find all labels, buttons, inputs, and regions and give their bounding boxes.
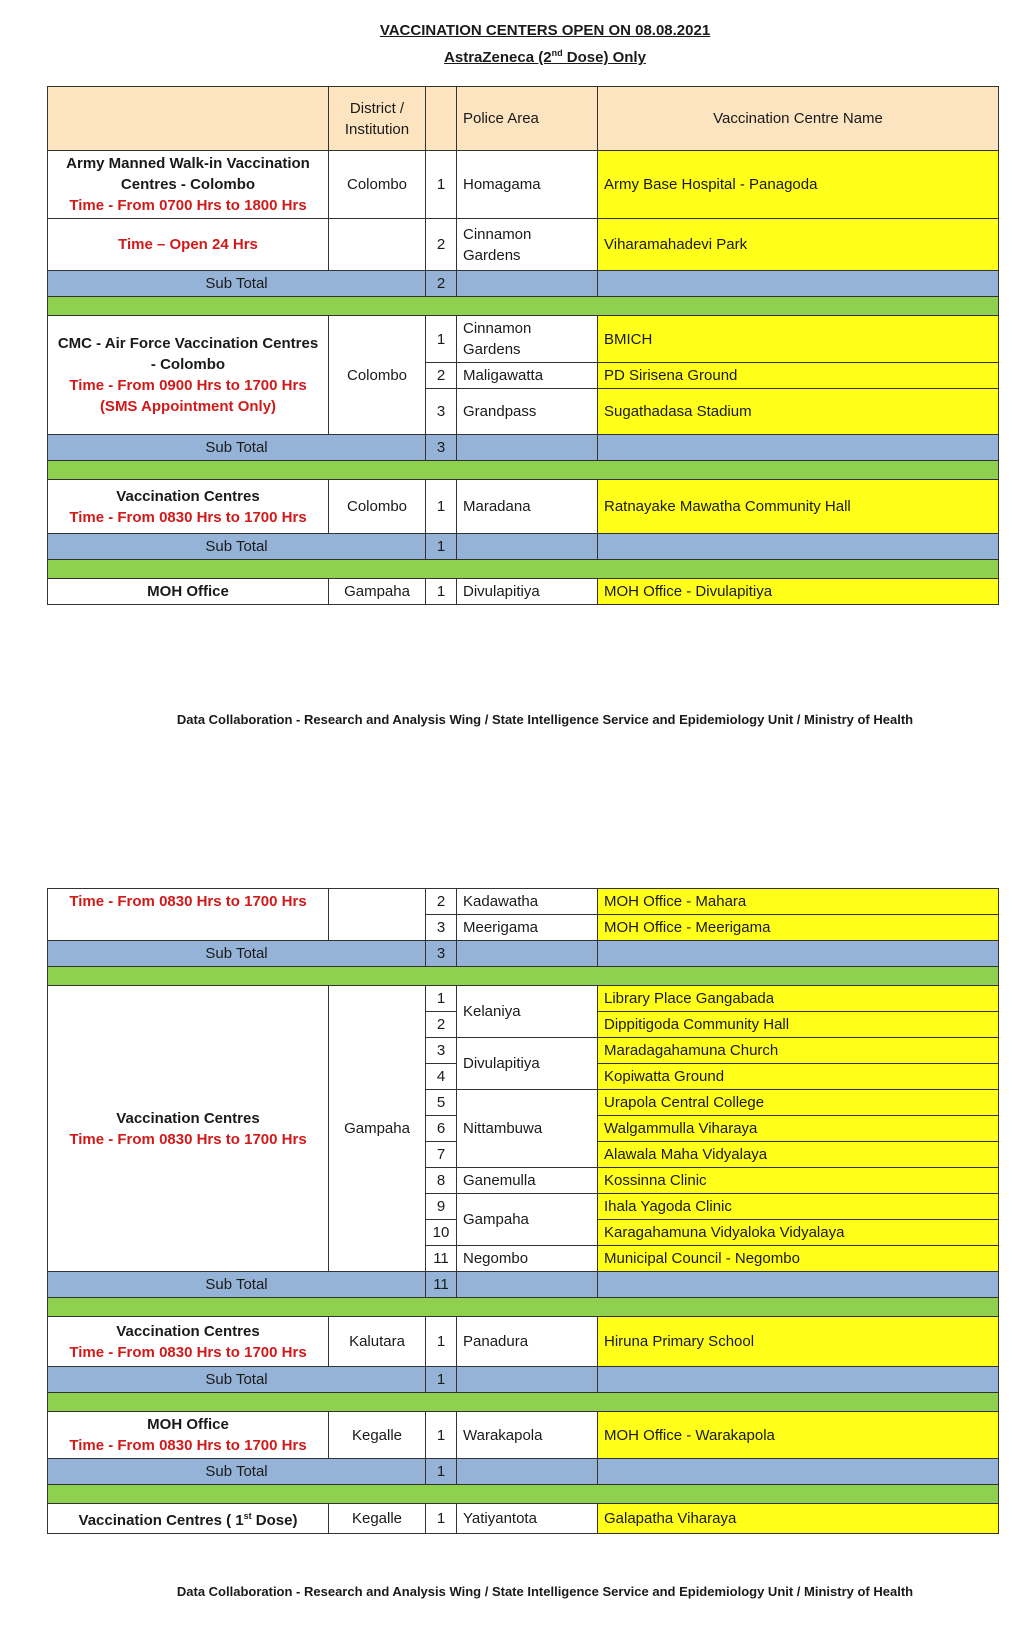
- table-row: 10 Karagahamuna Vidyaloka Vidyalaya: [48, 1220, 999, 1246]
- institution-cell: Vaccination Centres Time - From 0830 Hrs to 1700 Hrs: [48, 986, 329, 1272]
- centre-name: Dippitigoda Community Hall: [598, 1012, 999, 1038]
- subtotal-row: Sub Total 3: [48, 941, 999, 967]
- centre-name: Viharamahadevi Park: [598, 219, 999, 271]
- table-row: Vaccination Centres Time - From 0830 Hrs to 1700 Hrs Gampaha 1 Kelaniya Library Place Gangabada: [48, 986, 999, 1012]
- centre-name: PD Sirisena Ground: [598, 363, 999, 389]
- table-row: MOH Office Gampaha 1 Divulapitiya MOH Office - Divulapitiya: [48, 579, 999, 605]
- header-centre-name: Vaccination Centre Name: [598, 87, 999, 151]
- table-row: Vaccination Centres Time - From 0830 Hrs to 1700 Hrs Kalutara 1 Panadura Hiruna Primary School: [48, 1317, 999, 1367]
- table-row: Vaccination Centres Time - From 0830 Hrs to 1700 Hrs Colombo 1 Maradana Ratnayake Mawatha Community Hall: [48, 480, 999, 534]
- institution-cell: Vaccination Centres Time - From 0830 Hrs to 1700 Hrs: [48, 1317, 329, 1367]
- table-row: MOH Office Time - From 0830 Hrs to 1700 Hrs Kegalle 1 Warakapola MOH Office - Warakapola: [48, 1412, 999, 1459]
- table-row: Time – Open 24 Hrs 2 Cinnamon Gardens Viharamahadevi Park: [48, 219, 999, 271]
- spacer-row: [48, 1485, 999, 1504]
- centre-name: Ihala Yagoda Clinic: [598, 1194, 999, 1220]
- table-row: Army Manned Walk-in Vaccination Centres - Colombo Time - From 0700 Hrs to 1800 Hrs Colombo 1 Homagama Army Base Hospital - Panagoda: [48, 151, 999, 219]
- centre-name: BMICH: [598, 316, 999, 363]
- footer-credit: Data Collaboration - Research and Analysis Wing / State Intelligence Service and Epidemiology Unit / Ministry of Health: [176, 712, 914, 727]
- centre-name: Galapatha Viharaya: [598, 1504, 999, 1534]
- centre-name: Municipal Council - Negombo: [598, 1246, 999, 1272]
- institution-cell: Vaccination Centres ( 1st Dose): [48, 1504, 329, 1534]
- table-row: 7 Alawala Maha Vidyalaya: [48, 1142, 999, 1168]
- institution-cell: MOH Office Time - From 0830 Hrs to 1700 Hrs: [48, 1412, 329, 1459]
- centre-name: Army Base Hospital - Panagoda: [598, 151, 999, 219]
- centre-name: Kopiwatta Ground: [598, 1064, 999, 1090]
- centre-name: Urapola Central College: [598, 1090, 999, 1116]
- table-row: 5 Nittambuwa Urapola Central College: [48, 1090, 999, 1116]
- spacer-row: [48, 461, 999, 480]
- table-header-row: [48, 87, 999, 151]
- subtotal-row: Sub Total 1: [48, 1367, 999, 1393]
- subtotal-row: Sub Total 11: [48, 1272, 999, 1298]
- subtotal-row: Sub Total 1: [48, 1459, 999, 1485]
- centre-name: MOH Office - Mahara: [598, 889, 999, 915]
- table-row: Time - From 0830 Hrs to 1700 Hrs 2 Kadawatha MOH Office - Mahara: [48, 889, 999, 915]
- table-row: CMC - Air Force Vaccination Centres - Colombo Time - From 0900 Hrs to 1700 Hrs (SMS Appointment Only) Colombo 1 Cinnamon Gardens BMICH: [48, 316, 999, 363]
- centres-table-page-2: [47, 888, 999, 1534]
- institution-cell: CMC - Air Force Vaccination Centres - Colombo Time - From 0900 Hrs to 1700 Hrs (SMS Appointment Only): [48, 316, 329, 435]
- centre-name: Maradagahamuna Church: [598, 1038, 999, 1064]
- title-line-2: AstraZeneca (2nd Dose) Only: [444, 48, 646, 66]
- centre-name: Hiruna Primary School: [598, 1317, 999, 1367]
- table-row: 2 Maligawatta PD Sirisena Ground: [48, 363, 999, 389]
- spacer-row: [48, 297, 999, 316]
- spacer-row: [48, 1298, 999, 1317]
- subtotal-row: Sub Total 2: [48, 271, 999, 297]
- institution-cell: Vaccination Centres Time - From 0830 Hrs to 1700 Hrs: [48, 480, 329, 534]
- table-row: Vaccination Centres ( 1st Dose) Kegalle 1 Yatiyantota Galapatha Viharaya: [48, 1504, 999, 1534]
- footer-credit: Data Collaboration - Research and Analysis Wing / State Intelligence Service and Epidemiology Unit / Ministry of Health: [176, 1584, 914, 1599]
- centre-name: Kossinna Clinic: [598, 1168, 999, 1194]
- centre-name: Alawala Maha Vidyalaya: [598, 1142, 999, 1168]
- centre-name: Karagahamuna Vidyaloka Vidyalaya: [598, 1220, 999, 1246]
- centre-name: MOH Office - Meerigama: [598, 915, 999, 941]
- table-row: 3 Meerigama MOH Office - Meerigama: [48, 915, 999, 941]
- centres-table-page-1: [47, 86, 999, 605]
- centre-name: Walgammulla Viharaya: [598, 1116, 999, 1142]
- table-row: 6 Walgammulla Viharaya: [48, 1116, 999, 1142]
- institution-cell: Army Manned Walk-in Vaccination Centres - Colombo Time - From 0700 Hrs to 1800 Hrs: [48, 151, 329, 219]
- table-row: 2 Dippitigoda Community Hall: [48, 1012, 999, 1038]
- title-line-1: VACCINATION CENTERS OPEN ON 08.08.2021: [379, 22, 711, 39]
- spacer-row: [48, 967, 999, 986]
- header-district: District / Institution: [329, 87, 426, 151]
- subtotal-row: Sub Total 1: [48, 534, 999, 560]
- spacer-row: [48, 560, 999, 579]
- centre-name: Library Place Gangabada: [598, 986, 999, 1012]
- table-row: 11 Negombo Municipal Council - Negombo: [48, 1246, 999, 1272]
- table-row: 4 Kopiwatta Ground: [48, 1064, 999, 1090]
- page-title: [0, 20, 1016, 69]
- subtotal-row: Sub Total 3: [48, 435, 999, 461]
- table-row: 8 Ganemulla Kossinna Clinic: [48, 1168, 999, 1194]
- centre-name: MOH Office - Divulapitiya: [598, 579, 999, 605]
- table-row: 3 Divulapitiya Maradagahamuna Church: [48, 1038, 999, 1064]
- table-row: 3 Grandpass Sugathadasa Stadium: [48, 389, 999, 435]
- centre-name: MOH Office - Warakapola: [598, 1412, 999, 1459]
- header-police-area: Police Area: [457, 87, 598, 151]
- centre-name: Ratnayake Mawatha Community Hall: [598, 480, 999, 534]
- spacer-row: [48, 1393, 999, 1412]
- table-row: 9 Gampaha Ihala Yagoda Clinic: [48, 1194, 999, 1220]
- centre-name: Sugathadasa Stadium: [598, 389, 999, 435]
